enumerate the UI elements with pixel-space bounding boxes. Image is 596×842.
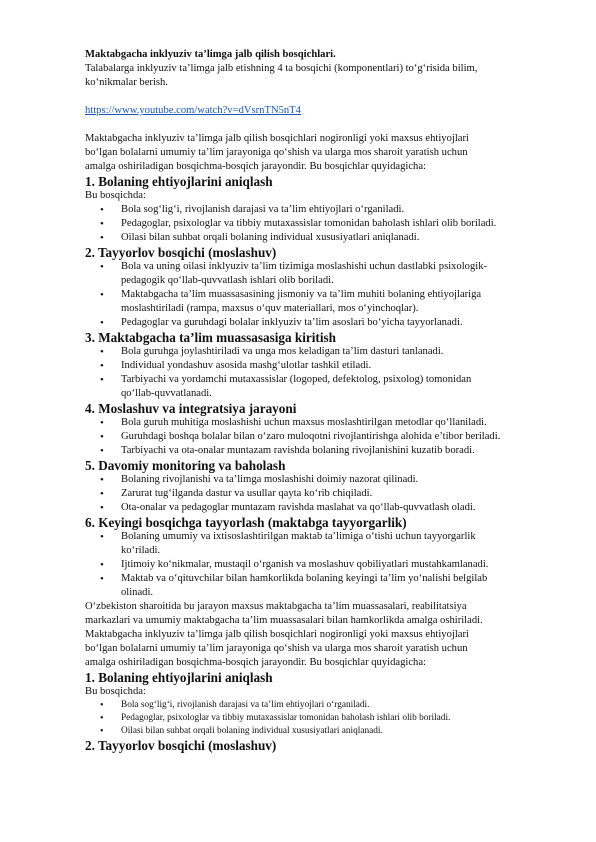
stage-heading: 4. Moslashuv va integratsiya jarayoni xyxy=(85,401,297,416)
bullet-item: • Tarbiyachi va yordamchi mutaxassislar (logoped, defektolog, psixolog) tomonidan qo‘llab-quvvatlanadi. xyxy=(85,373,546,401)
closing-line: amalga oshiriladigan bosqichma-bosqich jarayondir. Bu bosqichlar quyidagicha: xyxy=(85,657,426,668)
task-line: Talabalarga inklyuziv ta’limga jalb etishning 4 ta bosqichi (komponentlari) to‘g‘risida bilim, xyxy=(85,63,478,74)
bullet-item: • Maktabgacha ta’lim muassasasining jismoniy va ta’lim muhiti bolaning ehtiyojlariga moslashtiriladi (rampa, maxsus o‘quv materiallari, mos o‘yinchoqlar). xyxy=(85,288,546,316)
stage-heading: 2. Tayyorlov bosqichi (moslashuv) xyxy=(85,738,277,753)
video-link[interactable]: https://www.youtube.com/watch?v=dVsrnTN5nT4 xyxy=(85,105,301,116)
bullet-item: • Oilasi bilan suhbat orqali bolaning individual xususiyatlari aniqlanadi. xyxy=(85,725,546,738)
stage-subtitle: Bu bosqichda: xyxy=(85,686,146,697)
stage-subtitle: Bu bosqichda: xyxy=(85,190,146,201)
stage-bullet-list xyxy=(85,473,546,515)
stage-bullet-list xyxy=(85,203,546,245)
bullet-item: • Ijtimoiy ko‘nikmalar, mustaqil o‘rganish va moslashuv qobiliyatlari mustahkamlanadi. xyxy=(85,558,546,572)
stage-bullet-list xyxy=(85,699,546,738)
stage-bullet-list xyxy=(85,345,546,401)
stage-heading: 6. Keyingi bosqichga tayyorlash (maktabga tayyorgarlik) xyxy=(85,515,407,530)
document-title: Maktabgacha inklyuziv ta’limga jalb qilish bosqichlari. xyxy=(85,49,336,60)
stage-heading: 2. Tayyorlov bosqichi (moslashuv) xyxy=(85,245,277,260)
bullet-item: • Bolaning rivojlanishi va ta’limga moslashishi doimiy nazorat qilinadi. xyxy=(85,473,546,487)
closing-line: bo‘lgan bolalarni umumiy ta’lim jarayoniga qo‘shish va ularga mos sharoit yaratish uchun xyxy=(85,643,468,654)
bullet-item: • Zarurat tug‘ilganda dastur va usullar qayta ko‘rib chiqiladi. xyxy=(85,487,546,501)
closing-line: Maktabgacha inklyuziv ta’limga jalb qilish bosqichlari nogironligi yoki maxsus ehtiyojlari xyxy=(85,629,469,640)
bullet-item: • Maktab va o‘qituvchilar bilan hamkorlikda bolaning keyingi ta’lim yo‘nalishi belgilab olinadi. xyxy=(85,572,546,600)
bullet-item: • Bolaning umumiy va ixtisoslashtirilgan maktab ta’limiga o‘tishi uchun tayyorgarlik ko‘riladi. xyxy=(85,530,546,558)
video-link-line xyxy=(85,104,546,118)
bullet-item: • Individual yondashuv asosida mashg‘ulotlar tashkil etiladi. xyxy=(85,359,546,373)
stage-bullet-list xyxy=(85,530,546,600)
bullet-item: • Bola guruh muhitiga moslashishi uchun maxsus moslashtirilgan metodlar qo‘llaniladi. xyxy=(85,416,546,430)
intro-line: amalga oshiriladigan bosqichma-bosqich jarayondir. Bu bosqichlar quyidagicha: xyxy=(85,161,426,172)
spacer xyxy=(85,118,546,132)
bullet-item: • Bola sog‘lig‘i, rivojlanish darajasi va ta’lim ehtiyojlari o‘rganiladi. xyxy=(85,699,546,712)
closing-paragraph xyxy=(85,600,546,670)
stage-heading: 3. Maktabgacha ta’lim muassasasiga kiritish xyxy=(85,330,336,345)
closing-line: markazlari va umumiy maktabgacha ta’lim muassasalari bilan hamkorlikda amalga oshiriladi. xyxy=(85,615,483,626)
bullet-item: • Bola va uning oilasi inklyuziv ta’lim tizimiga moslashishi uchun dastlabki psixologik- pedagogik qo‘llab-quvvatlash ishlari olib boriladi. xyxy=(85,260,546,288)
intro-paragraph xyxy=(85,132,546,174)
bullet-item: • Pedagoglar, psixologlar va tibbiy mutaxassislar tomonidan baholash ishlari olib boriladi. xyxy=(85,217,546,231)
stage-heading: 5. Davomiy monitoring va baholash xyxy=(85,458,286,473)
bullet-item: • Pedagoglar, psixologlar va tibbiy mutaxassislar tomonidan baholash ishlari olib boriladi. xyxy=(85,712,546,725)
stage-bullet-list xyxy=(85,416,546,458)
bullet-item: • Tarbiyachi va ota-onalar muntazam ravishda bolaning rivojlanishini kuzatib boradi. xyxy=(85,444,546,458)
stage-heading: 1. Bolaning ehtiyojlarini aniqlash xyxy=(85,174,273,189)
bullet-item: • Bola sog‘lig‘i, rivojlanish darajasi va ta’lim ehtiyojlari o‘rganiladi. xyxy=(85,203,546,217)
bullet-item: • Ota-onalar va pedagoglar muntazam ravishda maslahat va qo‘llab-quvvatlash oladi. xyxy=(85,501,546,515)
bullet-item: • Oilasi bilan suhbat orqali bolaning individual xususiyatlari aniqlanadi. xyxy=(85,231,546,245)
bullet-item: • Pedagoglar va guruhdagi bolalar inklyuziv ta’lim asoslari bo‘yicha tayyorlanadi. xyxy=(85,316,546,330)
task-line: ko‘nikmalar berish. xyxy=(85,77,168,88)
stage-bullet-list xyxy=(85,260,546,330)
bullet-item: • Bola guruhga joylashtiriladi va unga mos keladigan ta’lim dasturi tanlanadi. xyxy=(85,345,546,359)
closing-line: O‘zbekiston sharoitida bu jarayon maxsus maktabgacha ta’lim muassasalari, reabilitatsiya xyxy=(85,601,467,612)
intro-line: bo‘lgan bolalarni umumiy ta’lim jarayoniga qo‘shish va ularga mos sharoit yaratish uchun xyxy=(85,147,468,158)
stage-heading: 1. Bolaning ehtiyojlarini aniqlash xyxy=(85,670,273,685)
bullet-item: • Guruhdagi boshqa bolalar bilan o‘zaro muloqotni rivojlantirishga alohida e’tibor beriladi. xyxy=(85,430,546,444)
intro-line: Maktabgacha inklyuziv ta’limga jalb qilish bosqichlari nogironligi yoki maxsus ehtiyojlari xyxy=(85,133,469,144)
spacer xyxy=(85,90,546,104)
task-description xyxy=(85,62,546,90)
